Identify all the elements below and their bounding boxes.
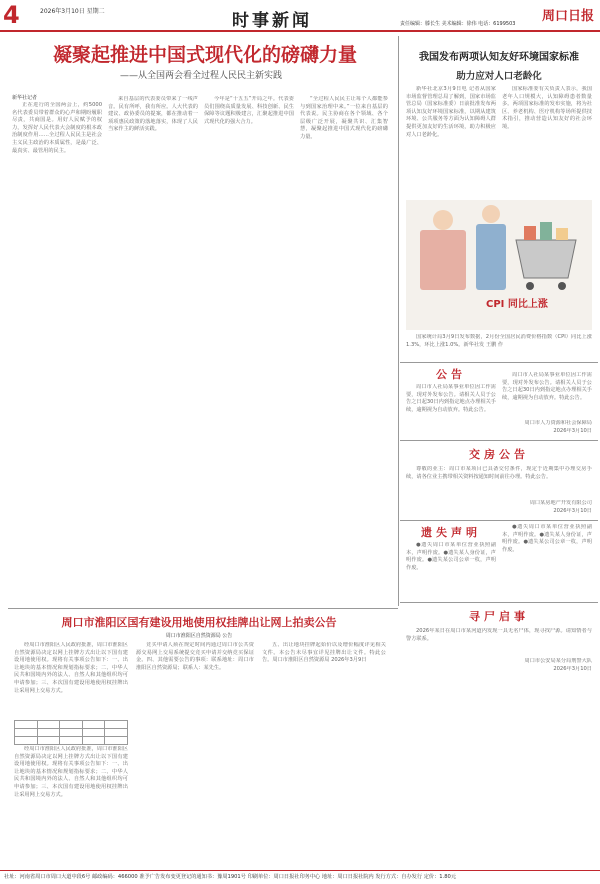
wanted-text: 2026年某日在周口市某河道内发现一具无名尸体，现寻找尸源。请知情者与警方联系。 [406,628,592,642]
column-divider [398,36,399,606]
wanted-signer: 周口市公安局某分局刑警大队 [524,658,592,664]
editor-credits: 责任编辑：滕长生 美术编辑：徐伟 电话：6199503 [400,21,516,27]
section-divider [400,362,598,363]
bottom-subtitle: 周口市淮阳区自然资源局 公告 [165,633,233,639]
notice-signer: 周口市人力资源和社会保障局 [524,420,592,426]
section-title: 时事新闻 [232,11,312,31]
bottom-column-1: 经周口市淮阳区人民政府批准，周口市淮阳区自然资源局决定以网上挂牌方式出让以下国有建设用地使用权。现将有关事项公告如下：一、出让地块的基本情况和规划指标要求；二、中华人民共和国境内外的法人、自然人和其他组织均可申请参加；三、本次国有建设用地使用权挂牌出让采用网上交易方式。 [14,642,128,694]
bottom-column-3: 五、出让地块挂牌起始价以及增价幅度详见相关文件。本公告未尽事宜详见挂牌出让文件。特此公告。周口市淮阳区自然资源局 2026年3月9日 [262,642,386,664]
land-parcel-table [14,720,128,745]
section-divider [400,602,598,603]
section-divider [400,520,598,521]
page-number: 4 [3,1,20,29]
lead-column-4: “全过程人民民主让每个人都能参与到国家治理中来。”一位来自基层的代表说。民主协商在各个领域、各个层级广泛开展，凝聚共识、汇集智慧，凝聚起推进中国式现代化的磅礴力量。 [300,96,388,140]
cpi-label: CPI 同比上涨 [486,299,548,310]
lead-subtitle: ——从全国两会看全过程人民民主新实践 [120,71,283,81]
transfer-date: 2026年3月10日 [553,508,592,514]
page-header [0,0,600,32]
issue-date: 2026年3月10日 星期二 [40,8,105,15]
bottom-column-2: 竞买申请人须在规定时间内通过周口市公共资源交易网上交易系统提交竞买申请并交纳竞买保证金。四、其他需要公告的事项：联系地址：周口市淮阳区自然资源局；联系人：某先生。 [136,642,254,671]
transfer-text: 尊敬的业主：周口市某项目已具备交付条件，现定于近期集中办理交房手续，请各位业主携带相关资料按通知时间前往办理。特此公告。 [406,466,592,480]
notice-date: 2026年3月10日 [553,428,592,434]
cpi-caption: 国家统计局3月9日发布数据，2月份全国居民消费价格指数（CPI）同比上涨1.3%，环比上涨1.0%。新华社发 王鹏 作 [406,334,592,348]
cpi-illustration [406,200,592,330]
notice-text-2: 周口市人社局某事业单位因工作需要，现对外发布公告。请相关人员于公告之日起30日内到指定地点办理相关手续，逾期视为自动放弃。特此公告。 [502,372,592,401]
newspaper-logo: 周口日报 [541,9,594,24]
bottom-column-1b: 经周口市淮阳区人民政府批准，周口市淮阳区自然资源局决定以网上挂牌方式出让以下国有建设用地使用权。现将有关事项公告如下：一、出让地块的基本情况和规划指标要求；二、中华人民共和国境内外的法人、自然人和其他组织均可申请参加；三、本次国有建设用地使用权挂牌出让采用网上交易方式。 [14,746,128,798]
notice-title: 公告 [436,368,466,381]
transfer-title: 交房公告 [469,448,529,461]
shopping-cart-icon [406,200,592,330]
transfer-signer: 周口某房地产开发有限公司 [529,500,592,506]
bottom-headline: 周口市淮阳区国有建设用地使用权挂牌出让网上拍卖公告 [61,616,337,629]
lead-column-3: 今年是“十五五”开局之年。代表委员们围绕高质量发展、科技创新、民生保障等议题积极建言，汇聚起推进中国式现代化的强大合力。 [204,96,294,125]
lost-text-1: ●遗失周口市某单位营业执照副本，声明作废。●遗失某人身份证，声明作废。●遗失某公司公章一枚，声明作废。 [406,542,496,571]
section-divider [400,440,598,441]
right-column-2: 国家标准委有关负责人表示，我国老年人口规模大，认知障碍患者数量多。两项国家标准的发布实施，将为社区、养老机构、医疗机构等场所提供技术指引，推动营造认知友好的社会环境。 [502,86,592,130]
lead-byline: 新华社记者 [12,95,38,101]
lead-headline: 凝聚起推进中国式现代化的磅礴力量 [52,44,357,66]
right-column-1: 新华社北京3月9日电 记者从国家市场监督管理总局了解到，国家市场监管总局（国家标准委）日前批准发布两项认知友好环境国家标准，以期从建筑环境、公共服务等方面为认知障碍人群提供更加友好的生活环境，助力积极应对人口老龄化。 [406,86,496,138]
lead-column-1: 正在进行的全国两会上，约5000名代表委员带着群众的心声和期盼履职尽责，共商国是。用好人民赋予的权力，发挥好人民代表大会制度的根本政治制度作用……全过程人民民主是社会主义民主政治的本质属性，是最广泛、最真实、最管用的民主。 [12,102,102,154]
right-subheadline: 助力应对人口老龄化 [456,71,542,82]
lost-title: 遗失声明 [421,526,481,539]
wanted-date: 2026年3月10日 [553,666,592,672]
notice-text: 周口市人社局某事业单位因工作需要，现对外发布公告。请相关人员于公告之日起30日内到指定地点办理相关手续，逾期视为自动放弃。特此公告。 [406,384,496,413]
right-headline: 我国发布两项认知友好环境国家标准 [419,52,579,63]
lost-text-2: ●遗失周口市某单位营业执照副本，声明作废。●遗失某人身份证，声明作废。●遗失某公司公章一枚，声明作废。 [502,524,592,553]
lead-column-2: 来自基层的代表委员带来了一线声音。民有所呼，我有所应。人大代表的建议、政协委员的提案，都在推动着一项项惠民政策的落地落实，体现了人民当家作主的鲜活实践。 [108,96,198,133]
wanted-title: 寻尸启事 [469,610,529,623]
section-divider [8,608,398,609]
page-footer: 社址：河南省周口市周口大道中段6号 邮政编码：466000 准予广告发布变更登记的通知书：豫周1901号 印刷单位：周口日报社印务中心 地址：周口日报社院内 发行方式：自办发行 定价：1.80元 [0,870,600,883]
